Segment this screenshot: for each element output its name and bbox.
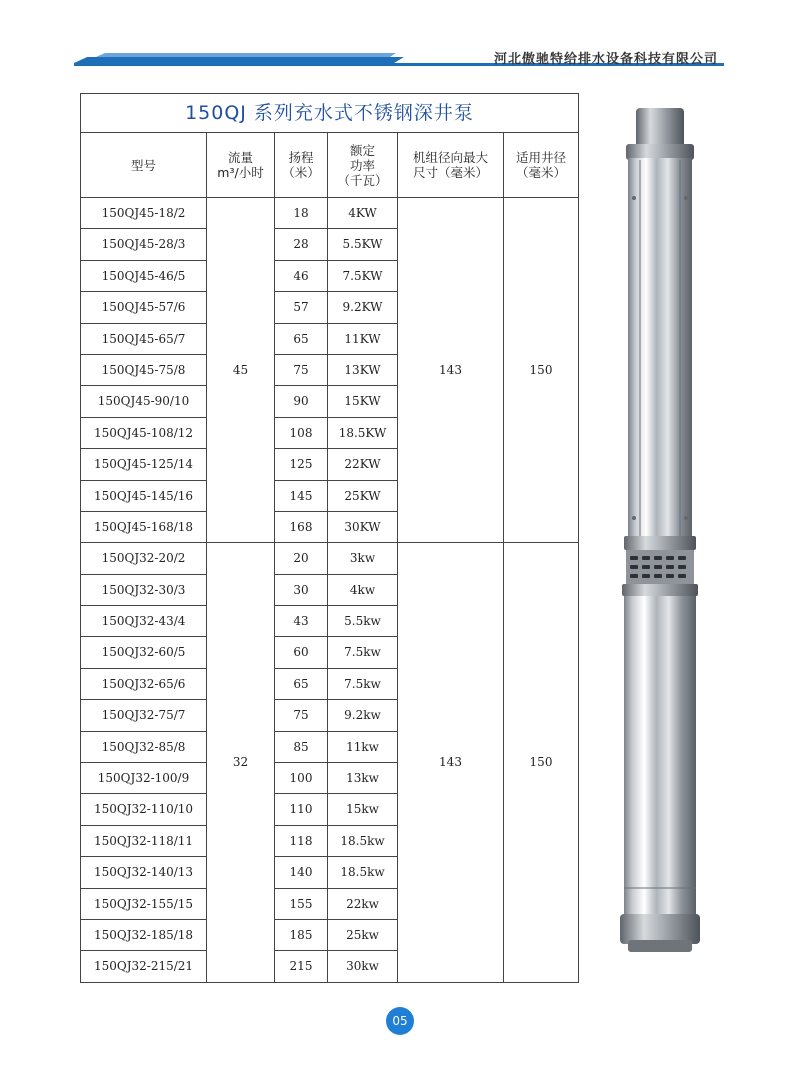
cell-head: 110 xyxy=(275,794,328,825)
cell-model: 150QJ45-18/2 xyxy=(81,198,207,229)
cell-model: 150QJ32-20/2 xyxy=(81,543,207,574)
table-row xyxy=(81,198,579,229)
cell-power: 3kw xyxy=(328,543,398,574)
cell-power: 13kw xyxy=(328,763,398,794)
cell-power: 15KW xyxy=(328,386,398,417)
cell-head: 108 xyxy=(275,417,328,448)
cell-head: 20 xyxy=(275,543,328,574)
cell-model: 150QJ32-60/5 xyxy=(81,637,207,668)
cell-power: 25KW xyxy=(328,480,398,511)
cell-head: 145 xyxy=(275,480,328,511)
cell-head: 43 xyxy=(275,606,328,637)
cell-model: 150QJ32-215/21 xyxy=(81,951,207,982)
cell-power: 22KW xyxy=(328,449,398,480)
cell-model: 150QJ45-90/10 xyxy=(81,386,207,417)
cell-power: 18.5kw xyxy=(328,857,398,888)
table-title: 150QJ 系列充水式不锈钢深井泵 xyxy=(81,94,579,133)
cell-power: 7.5KW xyxy=(328,260,398,291)
header-model: 型号 xyxy=(81,133,207,198)
cell-model: 150QJ32-110/10 xyxy=(81,794,207,825)
cell-model: 150QJ45-145/16 xyxy=(81,480,207,511)
cell-model: 150QJ45-168/18 xyxy=(81,511,207,542)
cell-head: 125 xyxy=(275,449,328,480)
header-well: 适用井径 （毫米） xyxy=(504,133,579,198)
cell-size: 143 xyxy=(398,543,504,982)
spec-table xyxy=(80,93,579,983)
cell-head: 100 xyxy=(275,763,328,794)
header-size: 机组径向最大 尺寸（毫米） xyxy=(398,133,504,198)
cell-size: 143 xyxy=(398,198,504,543)
cell-model: 150QJ45-125/14 xyxy=(81,449,207,480)
spec-table-body xyxy=(81,198,579,983)
cell-power: 18.5kw xyxy=(328,825,398,856)
header-head: 扬程 （米） xyxy=(275,133,328,198)
cell-head: 168 xyxy=(275,511,328,542)
cell-head: 85 xyxy=(275,731,328,762)
cell-flow: 32 xyxy=(207,543,275,982)
cell-head: 28 xyxy=(275,229,328,260)
cell-head: 18 xyxy=(275,198,328,229)
cell-model: 150QJ32-185/18 xyxy=(81,919,207,950)
cell-power: 18.5KW xyxy=(328,417,398,448)
cell-power: 25kw xyxy=(328,919,398,950)
pump-body xyxy=(628,158,692,538)
cell-head: 90 xyxy=(275,386,328,417)
cell-head: 30 xyxy=(275,574,328,605)
cell-power: 30kw xyxy=(328,951,398,982)
cell-power: 11KW xyxy=(328,323,398,354)
cell-model: 150QJ32-85/8 xyxy=(81,731,207,762)
pump-motor xyxy=(624,596,696,916)
cell-model: 150QJ32-155/15 xyxy=(81,888,207,919)
cell-head: 140 xyxy=(275,857,328,888)
cell-well: 150 xyxy=(504,543,579,982)
cell-model: 150QJ32-43/4 xyxy=(81,606,207,637)
cell-power: 5.5kw xyxy=(328,606,398,637)
cell-model: 150QJ32-118/11 xyxy=(81,825,207,856)
cell-model: 150QJ45-75/8 xyxy=(81,354,207,385)
cell-model: 150QJ32-100/9 xyxy=(81,763,207,794)
cell-power: 11kw xyxy=(328,731,398,762)
cell-head: 60 xyxy=(275,637,328,668)
cell-power: 30KW xyxy=(328,511,398,542)
cell-head: 155 xyxy=(275,888,328,919)
cell-head: 57 xyxy=(275,292,328,323)
cell-head: 75 xyxy=(275,700,328,731)
cell-model: 150QJ45-46/5 xyxy=(81,260,207,291)
cell-head: 65 xyxy=(275,323,328,354)
cell-power: 22kw xyxy=(328,888,398,919)
company-name: 河北傲驰特给排水设备科技有限公司 xyxy=(493,52,718,67)
cell-power: 4kw xyxy=(328,574,398,605)
cell-head: 215 xyxy=(275,951,328,982)
cell-well: 150 xyxy=(504,198,579,543)
cell-power: 9.2KW xyxy=(328,292,398,323)
cell-power: 5.5KW xyxy=(328,229,398,260)
header-flow: 流量 m³/小时 xyxy=(207,133,275,198)
pump-outlet xyxy=(636,108,684,148)
cell-model: 150QJ45-108/12 xyxy=(81,417,207,448)
page-number: 05 xyxy=(386,1007,414,1035)
cell-head: 118 xyxy=(275,825,328,856)
cell-model: 150QJ45-65/7 xyxy=(81,323,207,354)
cell-head: 185 xyxy=(275,919,328,950)
header-accent-stripe xyxy=(96,53,396,57)
cell-model: 150QJ32-75/7 xyxy=(81,700,207,731)
cell-model: 150QJ32-30/3 xyxy=(81,574,207,605)
cell-power: 9.2kw xyxy=(328,700,398,731)
table-row xyxy=(81,543,579,574)
cell-power: 7.5kw xyxy=(328,668,398,699)
cell-head: 75 xyxy=(275,354,328,385)
pump-image xyxy=(600,108,720,958)
cell-power: 4KW xyxy=(328,198,398,229)
cell-flow: 45 xyxy=(207,198,275,543)
cell-power: 7.5kw xyxy=(328,637,398,668)
cell-head: 65 xyxy=(275,668,328,699)
cell-power: 13KW xyxy=(328,354,398,385)
cell-head: 46 xyxy=(275,260,328,291)
cell-model: 150QJ45-57/6 xyxy=(81,292,207,323)
header-power: 额定 功率 （千瓦） xyxy=(328,133,398,198)
cell-model: 150QJ32-65/6 xyxy=(81,668,207,699)
cell-model: 150QJ45-28/3 xyxy=(81,229,207,260)
cell-power: 15kw xyxy=(328,794,398,825)
pump-base xyxy=(620,914,700,944)
cell-model: 150QJ32-140/13 xyxy=(81,857,207,888)
